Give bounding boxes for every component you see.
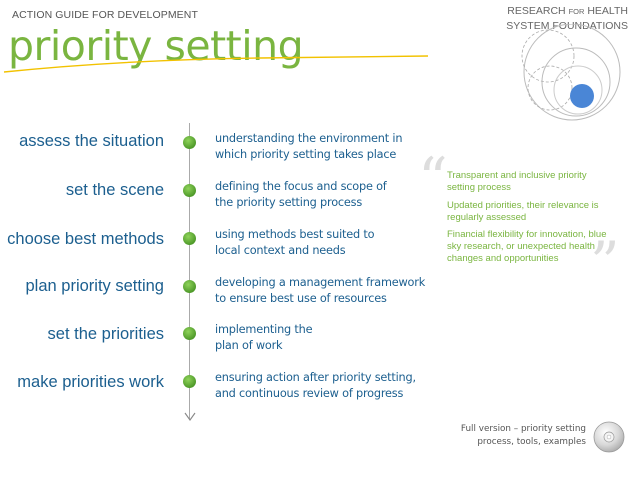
quote-item: Transparent and inclusive priority setting process [447,170,587,193]
quote-item: Financial flexibility for innovation, blue sky research, or unexpected health changes and opportunities [447,229,607,264]
org-word-research: RESEARCH [507,5,566,17]
footer-line-2: process, tools, examples [477,437,586,447]
green-dot-icon [183,232,196,245]
close-quote-icon: ” [590,229,620,297]
step-label: make priorities work [17,373,164,391]
document-kicker: ACTION GUIDE FOR DEVELOPMENT [12,9,198,21]
page-title: priority setting [8,22,304,70]
green-dot-icon [183,375,196,388]
step-label: set the priorities [47,325,164,343]
full-version-link[interactable] [461,423,586,449]
footer-line-1: Full version – priority setting [460,424,586,434]
org-word-health: HEALTH [587,5,628,17]
step-label: choose best methods [7,230,164,248]
step-label: assess the situation [19,132,164,150]
step-description: defining the focus and scope of the priority setting process [215,180,387,209]
cd-disc-icon[interactable] [592,420,626,454]
step-description: ensuring action after priority setting, and continuous review of progress [215,371,416,400]
green-dot-icon [183,136,196,149]
quote-item: Updated priorities, their relevance is regularly assessed [447,200,599,223]
org-line-2: SYSTEM FOUNDATIONS [506,20,628,32]
step-description: implementing the plan of work [215,323,313,352]
step-label: plan priority setting [25,277,164,295]
title-underline [0,50,430,80]
green-dot-icon [183,327,196,340]
step-description: using methods best suited to local context and needs [215,228,375,257]
open-quote-icon: “ [418,145,448,213]
step-description: developing a management framework to ensure best use of resources [215,276,426,305]
org-word-for: FOR [568,7,585,16]
arrow-down-icon [184,412,196,422]
green-dot-icon [183,184,196,197]
step-label: set the scene [65,181,164,199]
nested-circles-logo-icon [510,24,635,124]
step-description: understanding the environment in which priority setting takes place [215,132,403,161]
green-dot-icon [183,280,196,293]
